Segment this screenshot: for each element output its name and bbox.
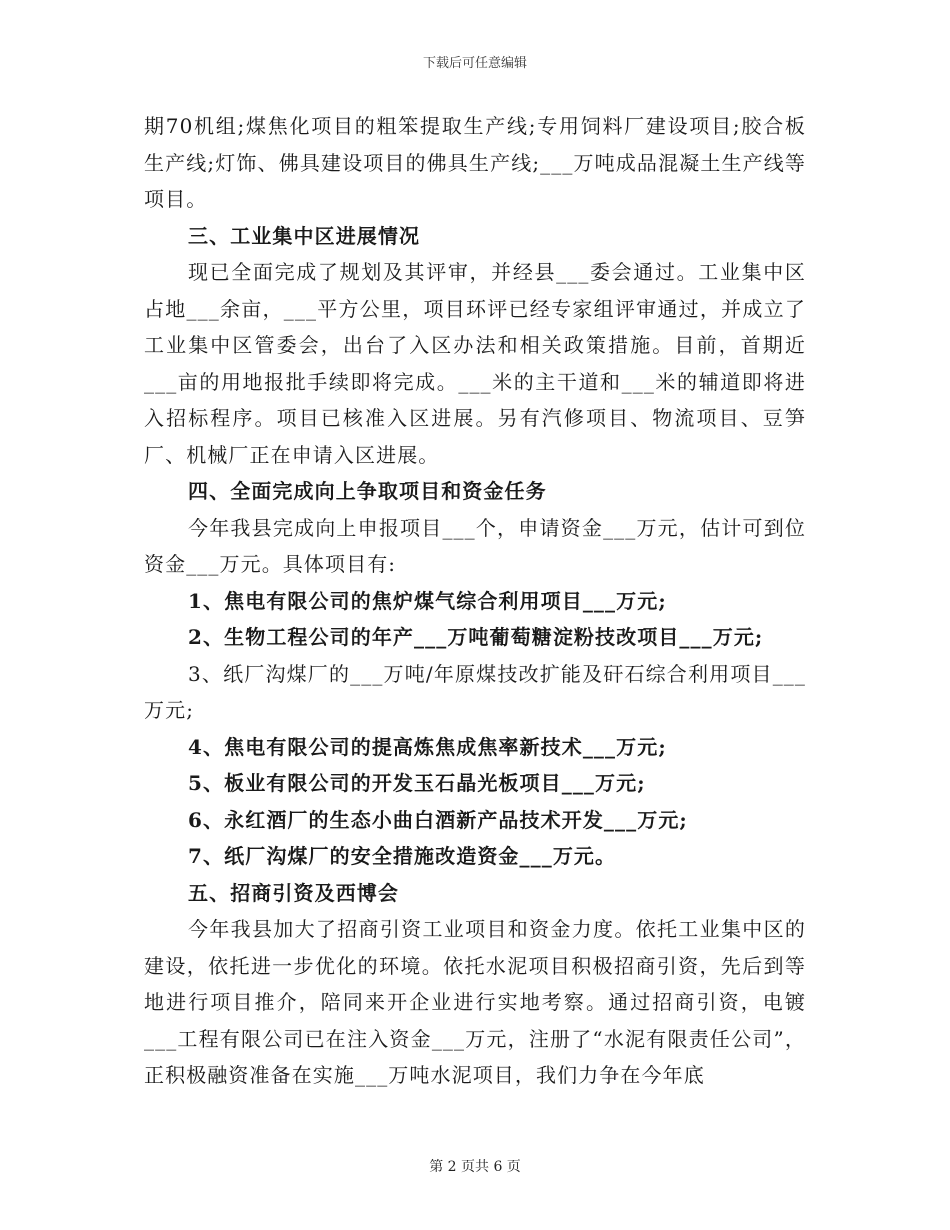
document-body — [144, 108, 806, 1094]
paragraph-investment: 今年我县加大了招商引资工业项目和资金力度。依托工业集中区的建设，依托进一步优化的环境。依托水泥项目积极招商引资，先后到等地进行项目推介，陪同来开企业进行实地考察。通过招商引资，电镀___工程有限公司已在注入资金___万元，注册了“水泥有限责任公司”，正积极融资准备在实施___万吨水泥项目，我们力争在今年底 — [144, 917, 806, 1087]
list-item-6: 6、永红酒厂的生态小曲白酒新产品技术开发___万元; — [188, 807, 688, 832]
paragraph-1: 期70机组;煤焦化项目的粗笨提取生产线;专用饲料厂建设项目;胶合板生产线;灯饰、佛具建设项目的佛具生产线;___万吨成品混凝土生产线等项目。 — [144, 114, 806, 211]
list-item-3: 3、纸厂沟煤厂的___万吨/年原煤技改扩能及矸石综合利用项目___万元; — [144, 661, 806, 722]
list-item-4: 4、焦电有限公司的提高炼焦成焦率新技术___万元; — [188, 734, 667, 759]
list-item-2: 2、生物工程公司的年产___万吨葡萄糖淀粉技改项目___万元; — [188, 625, 764, 649]
list-item-5: 5、板业有限公司的开发玉石晶光板项目___万元; — [188, 771, 646, 795]
section-heading-5: 五、招商引资及西博会 — [188, 880, 399, 905]
page-header: 下载后可任意编辑 — [422, 56, 527, 71]
section-heading-4: 四、全面完成向上争取项目和资金任务 — [188, 479, 547, 503]
page-footer: 第 2 页共 6 页 — [429, 1159, 521, 1175]
section-heading-3: 三、工业集中区进展情况 — [188, 223, 421, 248]
list-item-7: 7、纸厂沟煤厂的安全措施改造资金___万元。 — [188, 844, 617, 868]
paragraph-funding: 今年我县完成向上申报项目___个，申请资金___万元，估计可到位资金___万元。具体项目有: — [144, 515, 806, 576]
list-item-1: 1、焦电有限公司的焦炉煤气综合利用项目___万元; — [188, 588, 667, 613]
paragraph-industrial-zone: 现已全面完成了规划及其评审，并经县___委会通过。工业集中区占地___余亩，___平方公里，项目环评已经专家组评审通过，并成立了工业集中区管委会，出台了入区办法和相关政策措施。目前，首期近___亩的用地报批手续即将完成。___米的主干道和___米的辅道即将进入招标程序。项目已核准入区进展。另有汽修项目、物流项目、豆笋厂、机械厂正在申请入区进展。 — [144, 260, 806, 467]
